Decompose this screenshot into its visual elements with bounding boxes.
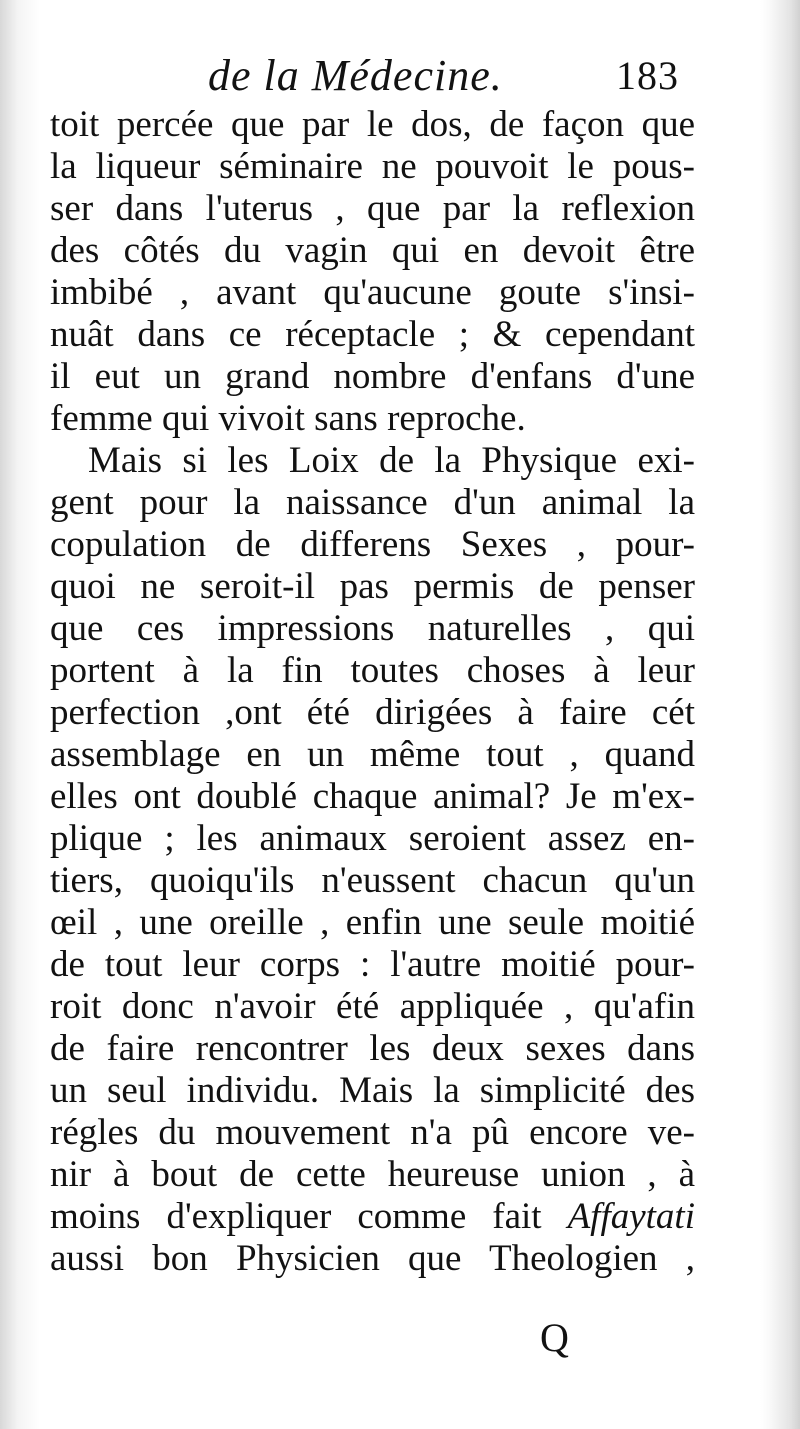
text-line: la liqueur séminaire ne pouvoit le pous- <box>50 146 695 187</box>
text-line: de faire rencontrer les deux sexes dans <box>50 1028 695 1069</box>
text-line: copulation de differens Sexes , pour- <box>50 524 695 565</box>
paragraph-start-line: Mais si les Loix de la Physique exi- <box>88 440 695 481</box>
page-edge-shadow <box>770 0 800 1429</box>
text-line: quoi ne seroit-il pas permis de penser <box>50 566 695 607</box>
text-line: imbibé , avant qu'aucune goute s'insi- <box>50 272 695 313</box>
text-line: de tout leur corps : l'autre moitié pour- <box>50 944 695 985</box>
running-head <box>0 48 800 104</box>
text-line: assemblage en un même tout , quand <box>50 734 695 775</box>
text-line: toit percée que par le dos, de façon que <box>50 104 695 145</box>
text-line: œil , une oreille , enfin une seule moitié <box>50 902 695 943</box>
text-line: roit donc n'avoir été appliquée , qu'afin <box>50 986 695 1027</box>
text-line: un seul individu. Mais la simplicité des <box>50 1070 695 1111</box>
text-line: elles ont doublé chaque animal? Je m'ex- <box>50 776 695 817</box>
text-line: tiers, quoiqu'ils n'eussent chacun qu'un <box>50 860 695 901</box>
text-line: aussi bon Physicien que Theologien , <box>50 1238 695 1279</box>
body-text <box>50 104 695 1280</box>
page-number: 183 <box>616 53 679 98</box>
italic-proper-name: Affaytati <box>567 1196 695 1237</box>
text-line: nuât dans ce réceptacle ; & cependant <box>50 314 695 355</box>
text-line: nir à bout de cette heureuse union , à <box>50 1154 695 1195</box>
text-line: il eut un grand nombre d'enfans d'une <box>50 356 695 397</box>
text-line: femme qui vivoit sans reproche. <box>50 398 526 439</box>
text-line-with-name <box>50 1196 695 1238</box>
text-line: gent pour la naissance d'un animal la <box>50 482 695 523</box>
text-line: des côtés du vagin qui en devoit être <box>50 230 695 271</box>
text-line: plique ; les animaux seroient assez en- <box>50 818 695 859</box>
text-line: portent à la fin toutes choses à leur <box>50 650 695 691</box>
text-line-start: moins d'expliquer comme fait <box>50 1196 568 1237</box>
running-title: de la Médecine. <box>208 51 503 100</box>
text-line: que ces impressions naturelles , qui <box>50 608 695 649</box>
catchword: Q <box>540 1315 569 1360</box>
text-line: régles du mouvement n'a pû encore ve- <box>50 1112 695 1153</box>
text-line: perfection ,ont été dirigées à faire cét <box>50 692 695 733</box>
text-line: ser dans l'uterus , que par la reflexion <box>50 188 695 229</box>
